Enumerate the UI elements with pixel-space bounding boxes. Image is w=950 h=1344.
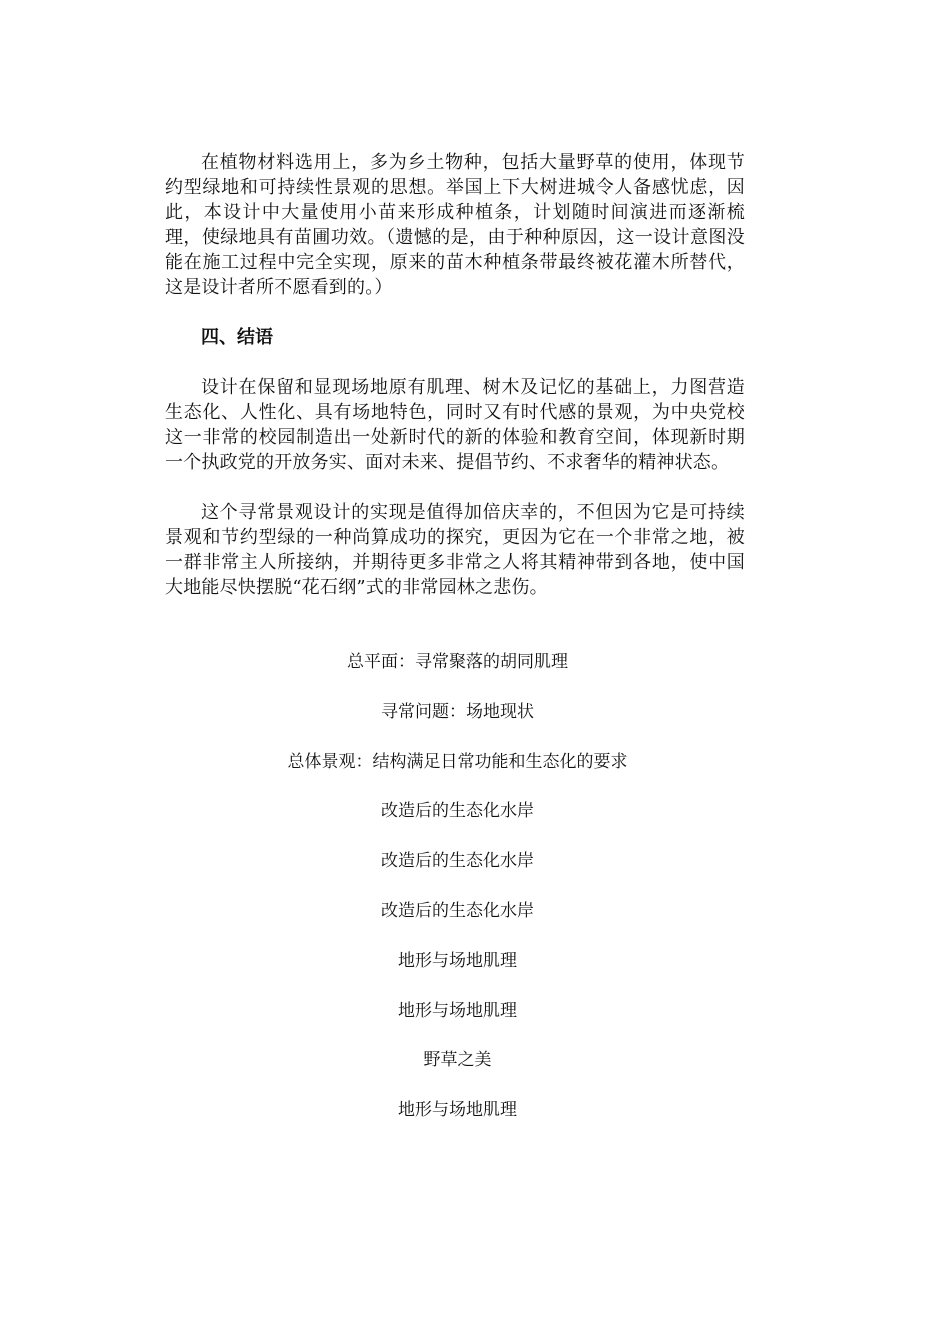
figure-caption: 改造后的生态化水岸 <box>381 900 534 921</box>
paragraph-plant-materials: 在植物材料选用上，多为乡土物种，包括大量野草的使用，体现节约型绿地和可持续性景观的思想。举国上下大树进城令人备感忧虑，因此，本设计中大量使用小苗来形成种植条，计划随时间演进而逐渐梳理，使绿地具有苗圃功效。（遗憾的是，由于种种原因，这一设计意图没能在施工过程中完全实现，原来的苗木种植条带最终被花灌木所替代，这是设计者所不愿看到的。） <box>165 152 745 298</box>
section-heading-conclusion: 四、结语 <box>201 327 273 348</box>
figure-caption: 地形与场地肌理 <box>398 1000 517 1021</box>
figure-caption: 改造后的生态化水岸 <box>381 801 534 822</box>
figure-caption: 总平面：寻常聚落的胡同肌理 <box>347 652 568 672</box>
figure-caption: 改造后的生态化水岸 <box>381 851 534 872</box>
figure-caption: 野草之美 <box>423 1050 492 1071</box>
paragraph-conclusion-1: 设计在保留和显现场地原有肌理、树木及记忆的基础上，力图营造生态化、人性化、具有场地特色，同时又有时代感的景观，为中央党校这一非常的校园制造出一处新时代的新的体验和教育空间，体现新时期一个执政党的开放务实、面对未来、提倡节约、不求奢华的精神状态。 <box>165 377 745 473</box>
figure-caption: 地形与场地肌理 <box>398 1100 517 1121</box>
figure-caption: 寻常问题：场地现状 <box>381 701 534 722</box>
figure-captions <box>165 650 750 1148</box>
figure-caption: 地形与场地肌理 <box>398 950 517 971</box>
document-body <box>165 150 745 600</box>
paragraph-conclusion-2: 这个寻常景观设计的实现是值得加倍庆幸的，不但因为它是可持续景观和节约型绿的一种尚算成功的探究，更因为它在一个非常之地，被一群非常主人所接纳，并期待更多非常之人将其精神带到各地，使中国大地能尽快摆脱“花石纲”式的非常园林之悲伤。 <box>165 502 745 598</box>
figure-caption: 总体景观：结构满足日常功能和生态化的要求 <box>287 751 628 772</box>
